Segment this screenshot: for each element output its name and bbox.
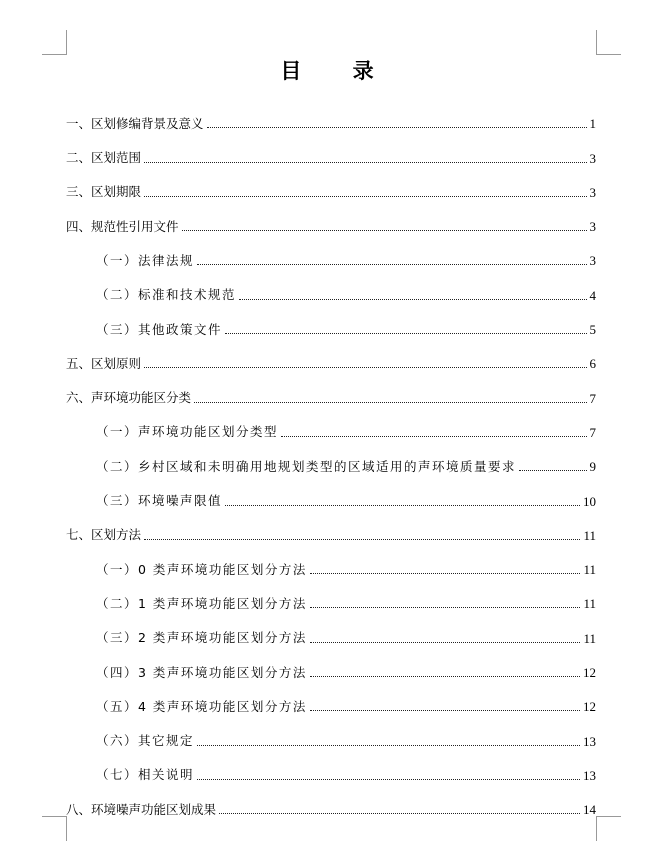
dot-leader — [197, 779, 580, 780]
toc-entry-title: 一、区划修编背景及意义 — [66, 115, 204, 131]
toc-entry-title: 八、环境噪声功能区划成果 — [66, 801, 217, 817]
toc-entry[interactable] — [66, 685, 596, 719]
toc-entry[interactable] — [66, 136, 596, 170]
toc-entry-page-number: 3 — [589, 219, 596, 235]
crop-mark-top-left — [42, 30, 67, 55]
toc-entry-page-number: 3 — [589, 253, 596, 269]
toc-entry-title: （三）其他政策文件 — [96, 321, 223, 337]
dot-leader — [144, 367, 586, 368]
toc-entry[interactable] — [66, 616, 596, 650]
toc-entry-title: （一）0 类声环境功能区划分方法 — [96, 561, 307, 577]
toc-entry[interactable] — [66, 651, 596, 685]
toc-entry-page-number: 1 — [589, 116, 596, 132]
toc-entry-page-number: 12 — [583, 699, 596, 715]
toc-entry[interactable] — [66, 273, 596, 307]
dot-leader — [207, 127, 587, 128]
toc-entry[interactable] — [66, 788, 596, 822]
toc-entry-page-number: 3 — [589, 184, 596, 200]
toc-entry[interactable] — [66, 445, 596, 479]
toc-entry-title: 四、规范性引用文件 — [66, 218, 179, 234]
toc-entry-title: 五、区划原则 — [66, 355, 142, 371]
toc-entry[interactable] — [66, 239, 596, 273]
toc-entry-title: （四）3 类声环境功能区划分方法 — [96, 664, 307, 680]
toc-entry-page-number: 13 — [583, 767, 596, 783]
dot-leader — [310, 573, 581, 574]
dot-leader — [225, 505, 580, 506]
toc-entry[interactable] — [66, 205, 596, 239]
dot-leader — [144, 196, 586, 197]
crop-mark-bottom-left — [42, 816, 67, 841]
toc-entry-title: （二）标准和技术规范 — [96, 287, 237, 303]
toc-entry-page-number: 11 — [583, 562, 596, 578]
dot-leader — [197, 745, 580, 746]
table-of-contents — [66, 102, 596, 822]
toc-entry[interactable] — [66, 479, 596, 513]
toc-entry[interactable] — [66, 342, 596, 376]
toc-entry-page-number: 6 — [589, 356, 596, 372]
toc-entry[interactable] — [66, 411, 596, 445]
dot-leader — [310, 642, 581, 643]
dot-leader — [310, 676, 580, 677]
toc-entry-page-number: 4 — [589, 287, 596, 303]
toc-entry-page-number: 3 — [589, 150, 596, 166]
toc-entry[interactable] — [66, 548, 596, 582]
toc-entry-page-number: 13 — [583, 733, 596, 749]
toc-entry-page-number: 7 — [589, 390, 596, 406]
dot-leader — [310, 607, 581, 608]
toc-entry-title: （一）声环境功能区划分类型 — [96, 424, 279, 440]
toc-entry-title: 七、区划方法 — [66, 527, 142, 543]
toc-entry-page-number: 10 — [583, 493, 596, 509]
dot-leader — [219, 813, 580, 814]
toc-entry-title: （三）2 类声环境功能区划分方法 — [96, 630, 307, 646]
toc-entry[interactable] — [66, 719, 596, 753]
page-title: 目 录 — [280, 59, 396, 83]
toc-entry[interactable] — [66, 754, 596, 788]
dot-leader — [239, 299, 586, 300]
dot-leader — [197, 264, 586, 265]
toc-entry[interactable] — [66, 582, 596, 616]
toc-entry-page-number: 14 — [583, 802, 596, 818]
toc-entry-title: （一）法律法规 — [96, 252, 195, 268]
dot-leader — [194, 402, 586, 403]
toc-entry-page-number: 5 — [589, 322, 596, 338]
toc-entry-title: （二）乡村区域和未明确用地规划类型的区域适用的声环境质量要求 — [96, 458, 517, 474]
dot-leader — [225, 333, 586, 334]
toc-entry-page-number: 11 — [583, 596, 596, 612]
toc-entry-title: 六、声环境功能区分类 — [66, 390, 192, 406]
toc-entry-page-number: 9 — [589, 459, 596, 475]
crop-mark-top-right — [596, 30, 621, 55]
toc-entry-title: （二）1 类声环境功能区划分方法 — [96, 595, 307, 611]
toc-entry-title: （五）4 类声环境功能区划分方法 — [96, 698, 307, 714]
dot-leader — [144, 162, 586, 163]
dot-leader — [182, 230, 587, 231]
toc-entry[interactable] — [66, 171, 596, 205]
dot-leader — [144, 539, 580, 540]
toc-entry-title: （七）相关说明 — [96, 767, 195, 783]
toc-entry-page-number: 11 — [583, 527, 596, 543]
dot-leader — [519, 470, 586, 471]
toc-entry-page-number: 7 — [589, 424, 596, 440]
toc-entry[interactable] — [66, 514, 596, 548]
toc-entry[interactable] — [66, 376, 596, 410]
toc-entry[interactable] — [66, 308, 596, 342]
toc-entry-title: （六）其它规定 — [96, 733, 195, 749]
toc-entry-title: （三）环境噪声限值 — [96, 493, 223, 509]
dot-leader — [281, 436, 586, 437]
toc-entry-title: 二、区划范围 — [66, 150, 142, 166]
toc-entry-title: 三、区划期限 — [66, 184, 142, 200]
toc-entry-page-number: 11 — [583, 630, 596, 646]
toc-entry[interactable] — [66, 102, 596, 136]
crop-mark-bottom-right — [596, 816, 621, 841]
toc-entry-page-number: 12 — [583, 665, 596, 681]
dot-leader — [310, 710, 580, 711]
